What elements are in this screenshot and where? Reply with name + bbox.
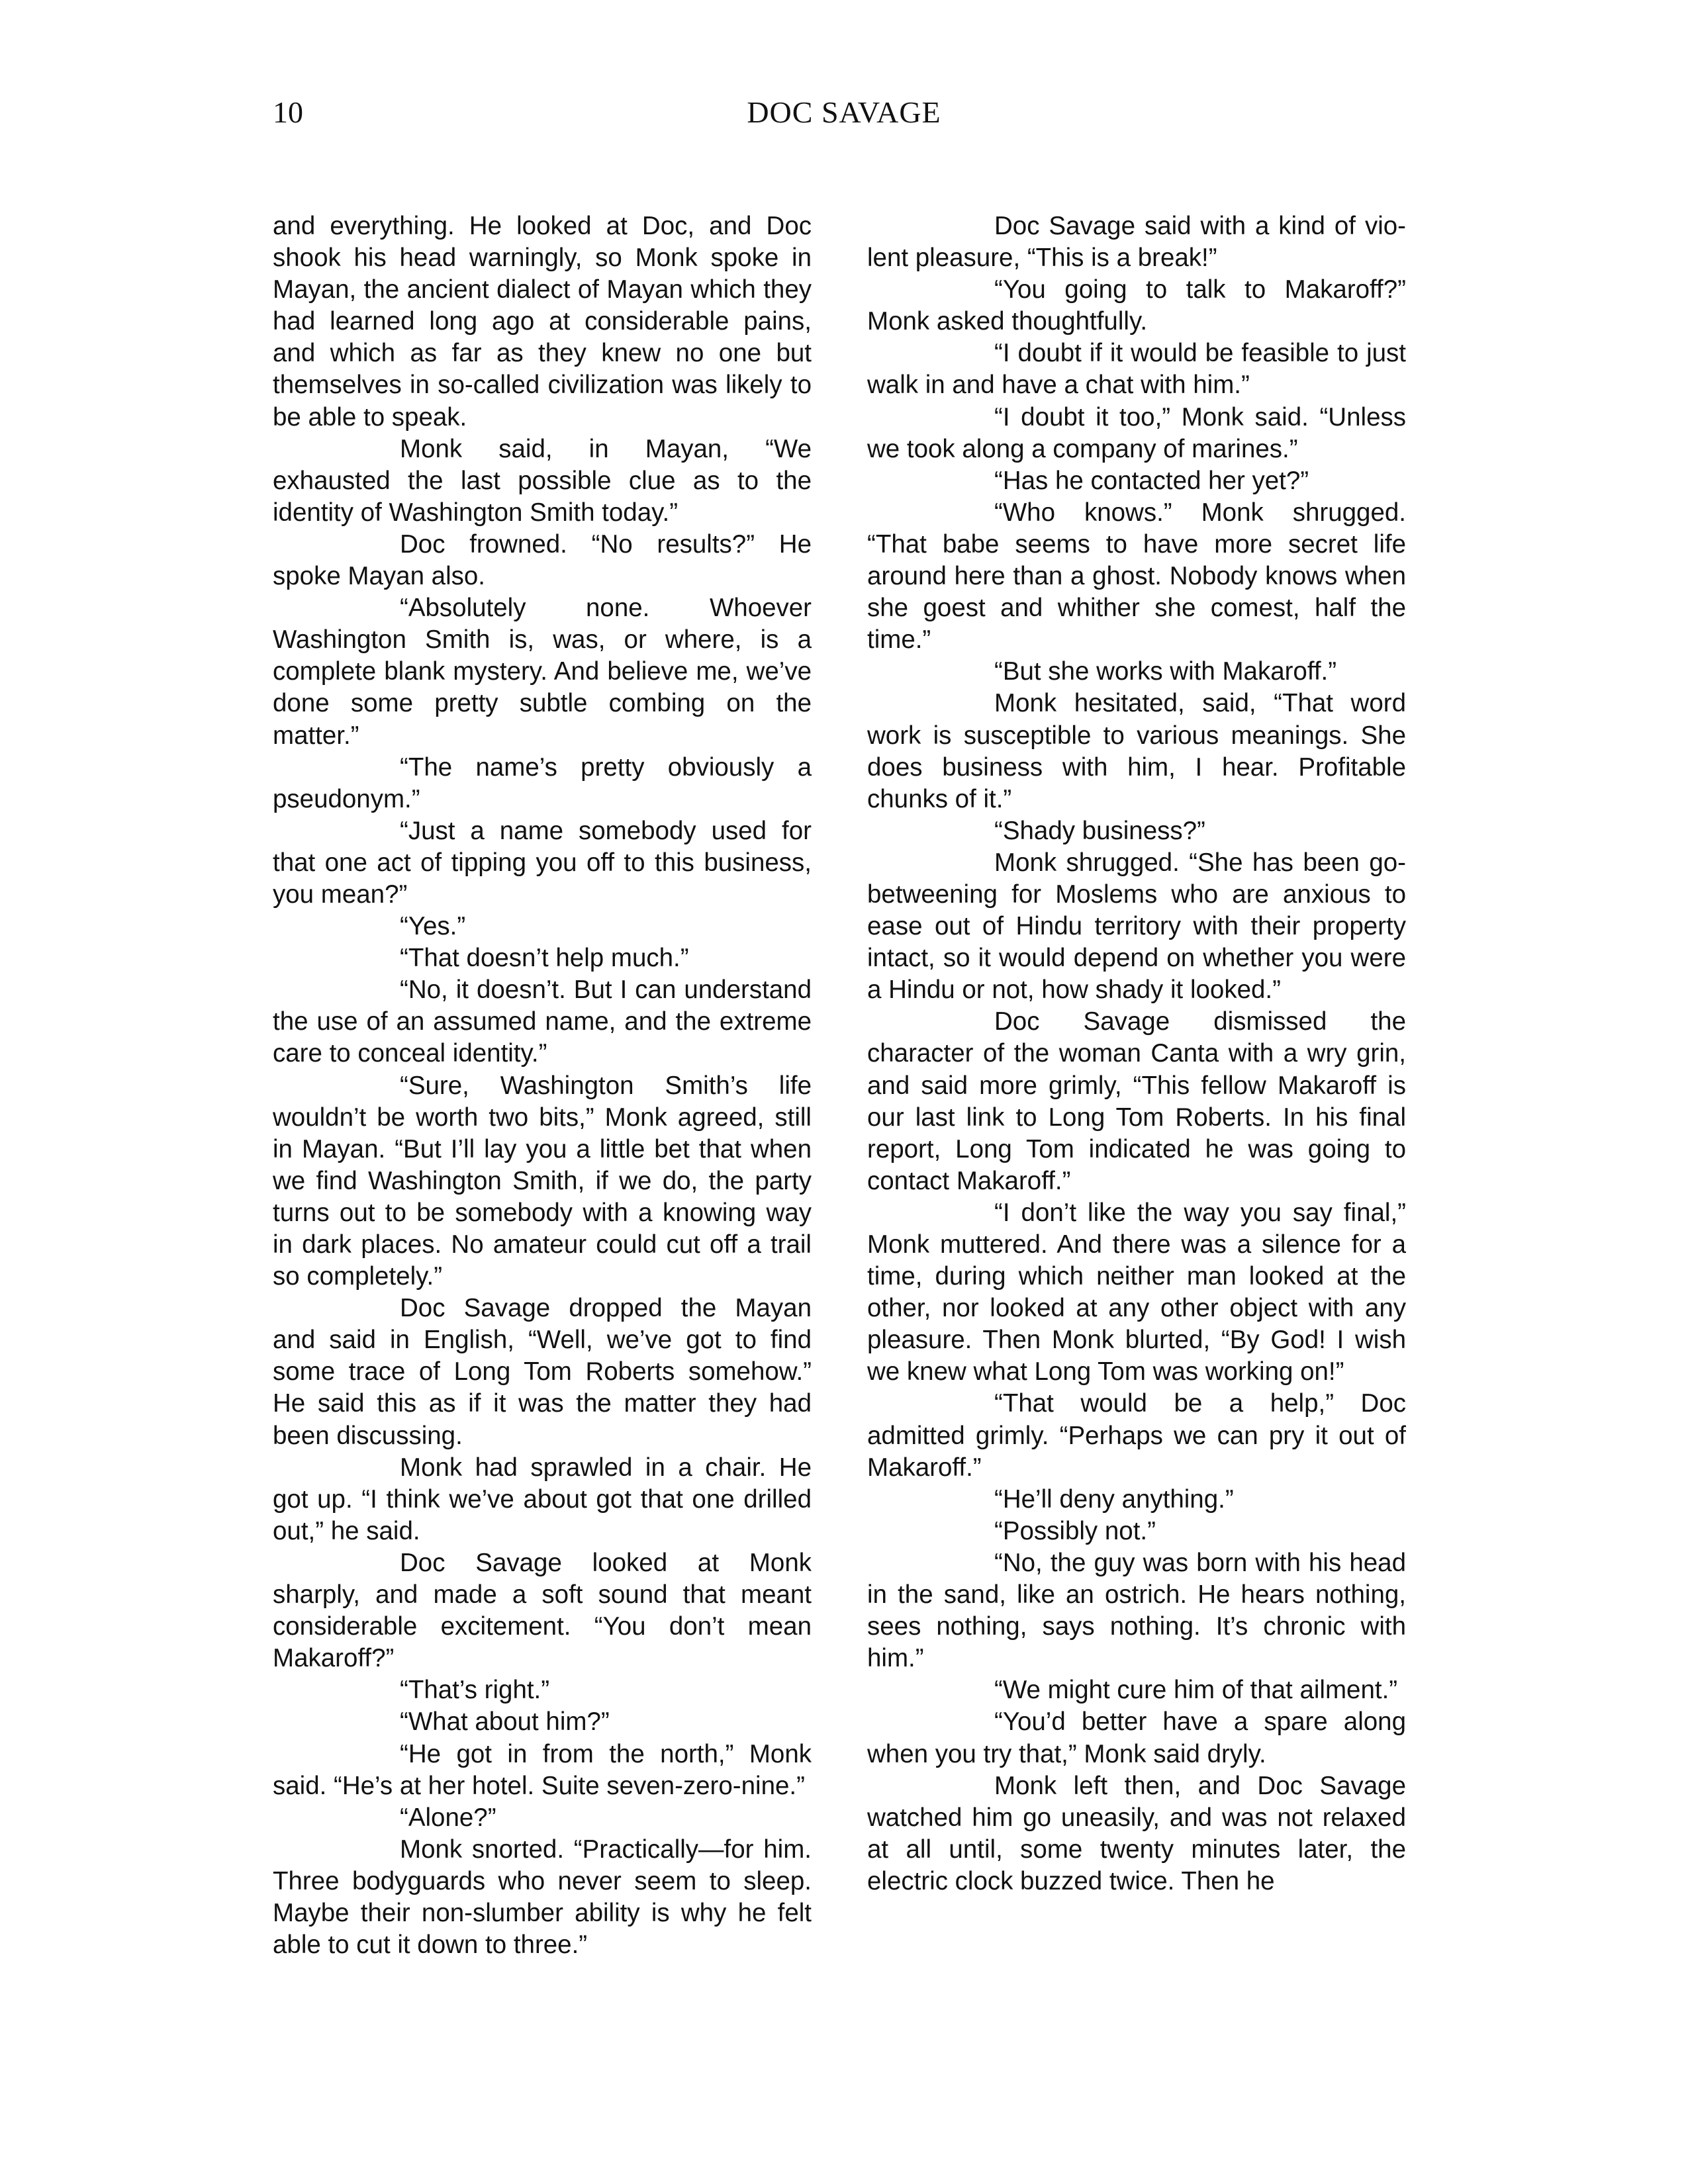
paragraph: Doc Savage looked at Monk sharply, and made a soft sound that meant considerable excitement. “You don’t mean Makaroff?”	[273, 1548, 812, 1673]
page-number: 10	[273, 95, 303, 129]
paragraph: “He got in from the north,” Monk said. “He’s at her hotel. Suite seven-zero-nine.”	[273, 1739, 812, 1800]
paragraph: Doc frowned. “No results?” He spoke Mayan also.	[273, 529, 812, 591]
paragraph: “Alone?”	[400, 1803, 496, 1832]
paragraph: “What about him?”	[400, 1707, 610, 1737]
paragraph: “Absolutely none. Whoever Washington Smith is, was, or where, is a complete blank mystery. And believe me, we’ve done some pretty subtle combing on the matter.”	[273, 594, 812, 750]
paragraph: “You’d better have a spare along when you try that,” Monk said dryly.	[867, 1707, 1406, 1768]
left-column	[273, 210, 812, 1961]
paragraph: Monk hesitated, said, “That word work is susceptible to various meanings. She does business with him, I hear. Profitable chunks of it.”	[867, 689, 1406, 813]
paragraph: “Has he contacted her yet?”	[994, 466, 1309, 495]
paragraph: Doc Savage said with a kind of violent pleasure, “This is a break!”	[867, 212, 1406, 273]
paragraph: “He’ll deny anything.”	[994, 1484, 1234, 1514]
paragraph: “We might cure him of that ailment.”	[994, 1676, 1398, 1705]
paragraph: “Sure, Washington Smith’s life wouldn’t be worth two bits,” Monk agreed, still in Mayan. “But I’ll lay you a little bet that when we find Washington Smith, if we do, the party turns out to be somebody with a knowing way in dark places. No amateur could cut off a trail so completely.”	[273, 1071, 812, 1291]
paragraph: “No, it doesn’t. But I can understand the use of an assumed name, and the extreme care to conceal identity.”	[273, 976, 812, 1068]
paragraph: Monk shrugged. “She has been go-betweening for Moslems who are anxious to ease out of Hindu territory with their property intact, so it would depend on whether you were a Hindu or not, how shady it looked.”	[867, 848, 1406, 1005]
paragraph: Monk snorted. “Practically—for him. Three bodyguards who never seem to sleep. Maybe their non-slumber ability is why he felt able to cut it down to three.”	[273, 1835, 812, 1960]
paragraph: “Shady business?”	[994, 816, 1205, 845]
paragraph: Monk left then, and Doc Savage watched him go uneasily, and was not relaxed at all until, some twenty minutes later, the electric clock buzzed twice. Then he	[867, 1771, 1406, 1895]
paragraph: “Yes.”	[400, 912, 466, 941]
paragraph: “I don’t like the way you say final,” Monk muttered. And there was a silence for a time, during which neither man looked at the other, nor looked at any other object with any pleasure. Then Monk blurted, “By God! I wish we knew what Long Tom was working on!”	[867, 1198, 1406, 1387]
paragraph: “You going to talk to Makaroff?” Monk asked thoughtfully.	[867, 275, 1406, 336]
paragraph: Monk said, in Mayan, “We exhausted the last possible clue as to the identity of Washington Smith today.”	[273, 434, 812, 527]
paragraph: “But she works with Makaroff.”	[994, 657, 1337, 686]
paragraph: “I doubt it too,” Monk said. “Unless we took along a company of marines.”	[867, 402, 1406, 463]
paragraph: “That would be a help,” Doc admitted grimly. “Perhaps we can pry it out of Makaroff.”	[867, 1389, 1406, 1482]
running-header-title: DOC SAVAGE	[747, 95, 941, 129]
paragraph: “That’s right.”	[400, 1676, 550, 1705]
paragraph: “I doubt if it would be feasible to just walk in and have a chat with him.”	[867, 339, 1406, 400]
paragraph: “The name’s pretty obviously a pseudonym.”	[273, 752, 812, 813]
paragraph: Doc Savage dismissed the character of the woman Canta with a wry grin, and said more grimly, “This fellow Makaroff is our last link to Long Tom Roberts. In his final report, Long Tom indicated he was going to contact Makaroff.”	[867, 1007, 1406, 1195]
paragraph: Monk had sprawled in a chair. He got up. “I think we’ve about got that one drilled out,” he said.	[273, 1453, 812, 1545]
right-column	[867, 210, 1406, 1897]
paragraph: and everything. He looked at Doc, and Doc shook his head warningly, so Monk spoke in Mayan, the ancient dialect of Mayan which they had learned long ago at considerable pains, and which as far as they knew no one but themselves in so-called civilization was likely to be able to speak.	[273, 212, 812, 432]
paragraph: “That doesn’t help much.”	[400, 944, 689, 973]
paragraph: “Who knows.” Monk shrugged. “That babe seems to have more secret life around here than a ghost. Nobody knows when she goest and whither she comest, half the time.”	[867, 498, 1406, 655]
paragraph: “No, the guy was born with his head in the sand, like an ostrich. He hears nothing, sees nothing, says nothing. It’s chronic with him.”	[867, 1548, 1406, 1673]
paragraph: “Just a name somebody used for that one act of tipping you off to this business, you mean?”	[273, 816, 812, 909]
paragraph: “Possibly not.”	[994, 1516, 1156, 1545]
paragraph: Doc Savage dropped the Mayan and said in English, “Well, we’ve got to find some trace of Long Tom Roberts somehow.” He said this as if it was the matter they had been discussing.	[273, 1294, 812, 1450]
